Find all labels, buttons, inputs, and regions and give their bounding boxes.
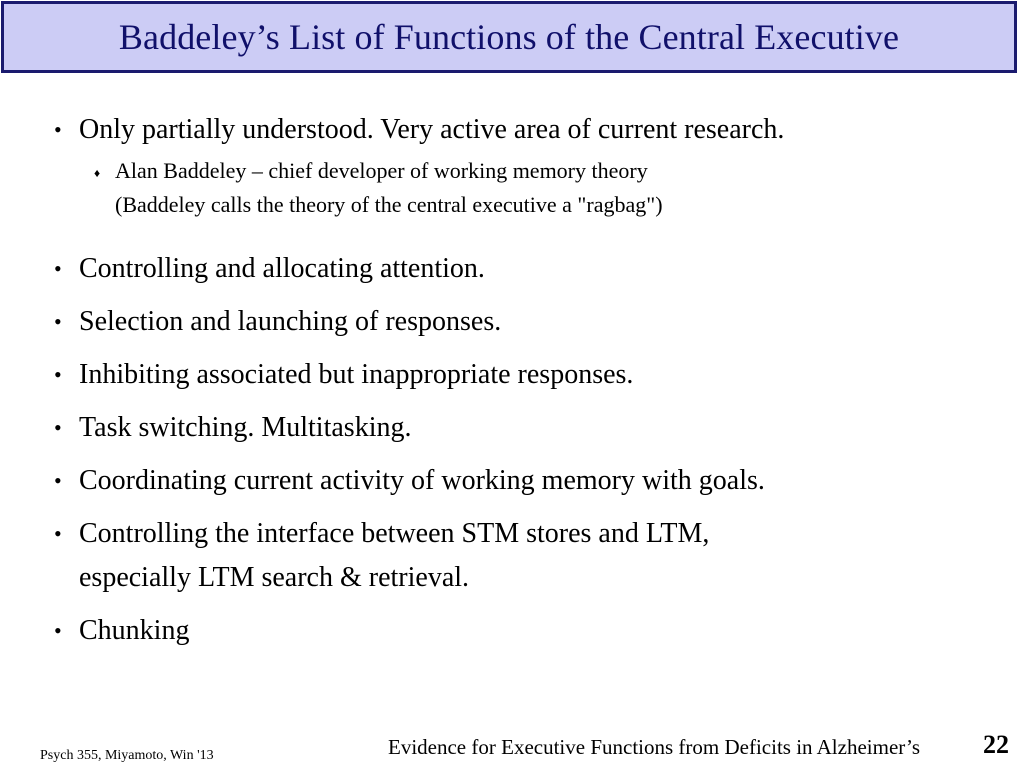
bullet-icon: • <box>54 117 62 142</box>
footer-topic-label: Evidence for Executive Functions from Deficits in Alzheimer’s <box>388 735 921 759</box>
bullet-text: Only partially understood. Very active area of current research. <box>79 114 785 145</box>
bullet-icon: • <box>54 362 62 387</box>
bullet-icon: • <box>54 309 62 334</box>
bullet-text: Chunking <box>79 615 190 646</box>
bullet-icon: • <box>54 415 62 440</box>
bullet-icon: • <box>54 468 62 493</box>
bullet-text: Controlling and allocating attention. <box>79 253 485 284</box>
bullet-text-continued: especially LTM search & retrieval. <box>79 562 470 593</box>
slide-title: Baddeley’s List of Functions of the Central Executive <box>118 17 900 57</box>
bullet-icon: • <box>54 618 62 643</box>
bullet-icon: • <box>54 521 62 546</box>
bullet-text: Selection and launching of responses. <box>79 306 502 337</box>
bullet-text: Coordinating current activity of working memory with goals. <box>79 465 765 496</box>
sub-bullet-text: Alan Baddeley – chief developer of working memory theory <box>115 158 648 183</box>
page-number: 22 <box>983 730 1009 759</box>
bullet-icon: • <box>54 256 62 281</box>
bullet-text: Inhibiting associated but inappropriate responses. <box>79 359 634 390</box>
sub-bullet-text-continued: (Baddeley calls the theory of the central executive a "ragbag") <box>115 192 663 217</box>
diamond-icon: ♦ <box>94 166 101 180</box>
bullet-text: Task switching. Multitasking. <box>79 412 412 443</box>
bullet-text: Controlling the interface between STM stores and LTM, <box>79 518 710 549</box>
footer-course-label: Psych 355, Miyamoto, Win '13 <box>40 748 214 763</box>
